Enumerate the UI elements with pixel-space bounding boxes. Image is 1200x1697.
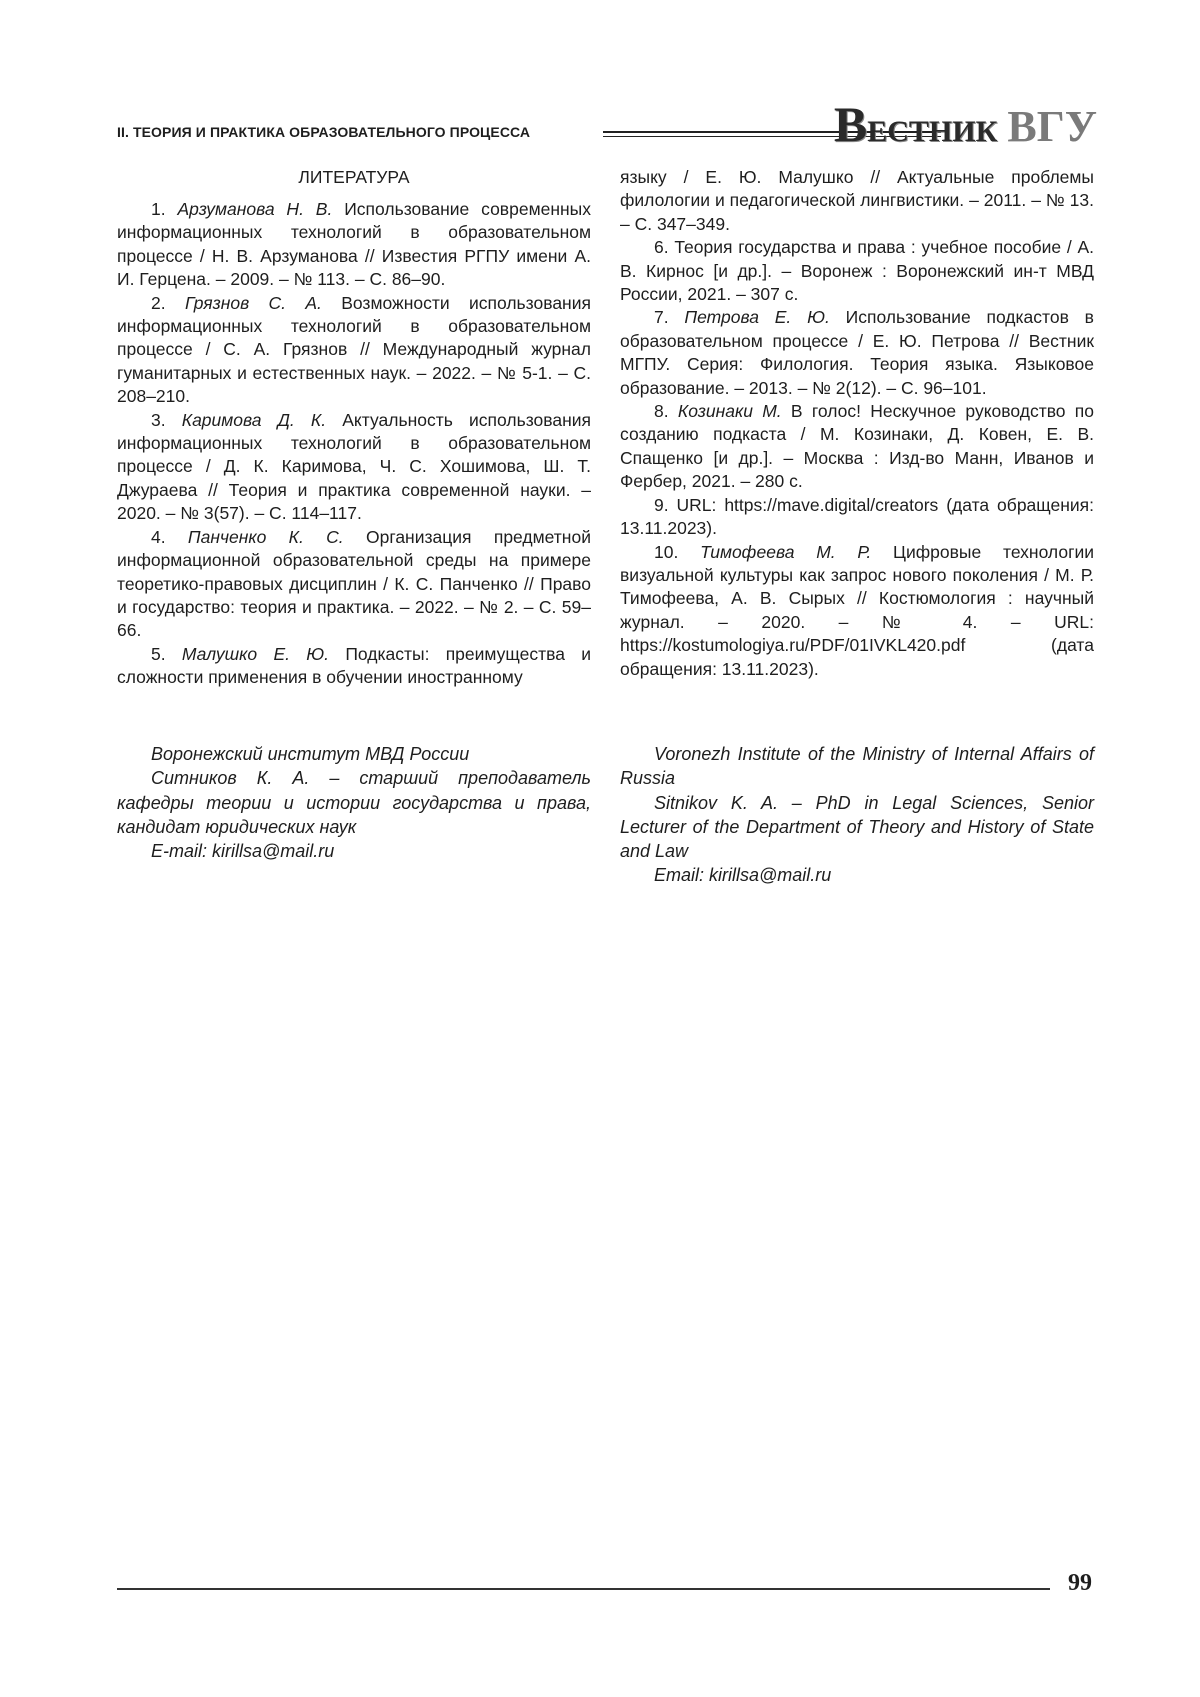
section-title: II. ТЕОРИЯ И ПРАКТИКА ОБРАЗОВАТЕЛЬНОГО ПРОЦЕССА: [117, 124, 530, 140]
reference-item: [620, 236, 1094, 306]
ref-text: Возможности использования информационных технологий в образовательном процессе / С. А. Грязнов // Международный журнал гуманитарных и естественных наук. – 2022. – № 5-1. – С. 208–210.: [117, 293, 591, 407]
affiliation-author: Ситников К. А. – старший преподаватель кафедры теории и истории государства и права, кандидат юридических наук: [117, 766, 591, 839]
reference-item: [117, 292, 591, 409]
ref-number: 6.: [654, 237, 669, 257]
ref-author: Тимофеева М. Р.: [700, 542, 871, 562]
ref-author: Грязнов С. А.: [185, 293, 322, 313]
literature-heading: ЛИТЕРАТУРА: [117, 166, 591, 189]
ref-text: Актуальность использования информационных технологий в образовательном процессе / Д. К. Каримова, Ч. С. Хошимова, Ш. Т. Джураева // Теория и практика современной науки. – 2020. – № 3(57). – С. 114–117.: [117, 410, 591, 524]
ref-text: Использование подкастов в образовательном процессе / Е. Ю. Петрова // Вестник МГПУ. Серия: Филология. Теория языка. Языковое образование. – 2013. – № 2(12). – С. 96–101.: [620, 307, 1094, 397]
running-header: [117, 100, 1097, 148]
ref-number: 3.: [151, 410, 166, 430]
affiliation-institute: Voronezh Institute of the Ministry of Internal Affairs of Russia: [620, 742, 1094, 791]
affiliation-email: Email: kirillsa@mail.ru: [620, 863, 1094, 887]
affiliation-english: [620, 742, 1094, 888]
ref-text: Использование современных информационных технологий в образовательном процессе / Н. В. Арзуманова // Известия РГПУ имени А. И. Герцена. – 2009. – № 113. – С. 86–90.: [117, 199, 591, 289]
ref-number: 1.: [151, 199, 166, 219]
ref-text: В голос! Нескучное руководство по созданию подкаста / М. Козинаки, Д. Ковен, Е. В. Спащенко [и др.]. – Москва : Изд-во Манн, Иванов и Фербер, 2021. – 280 с.: [620, 401, 1094, 491]
journal-logo: [834, 100, 1097, 156]
affiliation-author: Sitnikov K. A. – PhD in Legal Sciences, Senior Lecturer of the Department of Theory and History of State and Law: [620, 791, 1094, 864]
ref-text: Теория государства и права : учебное пособие / А. В. Кирнос [и др.]. – Воронеж : Воронежский ин-т МВД России, 2021. – 307 с.: [620, 237, 1094, 304]
ref-text: Цифровые технологии визуальной культуры как запрос нового поколения / М. Р. Тимофеева, А. В. Сырых // Костюмология : научный журнал. – 2020. – № 4. – URL: https://kostumologiya.ru/PDF/01IVKL420.pdf (дата обращения: 13.11.2023).: [620, 542, 1094, 679]
ref-author: Панченко К. С.: [188, 527, 344, 547]
ref-number: 5.: [151, 644, 166, 664]
reference-item: [117, 409, 591, 526]
journal-logo-text: ВЕСТНИК ВГУ: [834, 105, 1097, 150]
reference-item: [620, 494, 1094, 541]
ref-number: 8.: [654, 401, 669, 421]
ref-number: 4.: [151, 527, 166, 547]
ref-number: 10.: [654, 542, 678, 562]
references-column-left: [117, 166, 591, 690]
ref-author: Арзуманова Н. В.: [177, 199, 332, 219]
ref-author: Козинаки М.: [678, 401, 782, 421]
affiliation-institute: Воронежский институт МВД России: [117, 742, 591, 766]
ref-text: языку / Е. Ю. Малушко // Актуальные проблемы филологии и педагогической лингвистики. – 2011. – № 13. – С. 347–349.: [620, 167, 1094, 234]
reference-item: [620, 306, 1094, 400]
reference-item: [117, 526, 591, 643]
ref-number: 9.: [654, 495, 669, 515]
ref-author: Малушко Е. Ю.: [182, 644, 329, 664]
reference-item: [117, 643, 591, 690]
reference-item: [620, 541, 1094, 681]
ref-author: Каримова Д. К.: [182, 410, 326, 430]
ref-number: 7.: [654, 307, 669, 327]
affiliation-russian: [117, 742, 591, 863]
ref-text: Подкасты: преимущества и сложности применения в обучении иностранному: [117, 644, 591, 687]
footer-rule: [117, 1588, 1050, 1590]
reference-continuation: [620, 166, 1094, 236]
reference-item: [620, 400, 1094, 494]
affiliation-email: E-mail: kirillsa@mail.ru: [117, 839, 591, 863]
reference-item: [117, 198, 591, 292]
ref-number: 2.: [151, 293, 166, 313]
ref-text: Организация предметной информационной образовательной среды на примере теоретико-правовых дисциплин / К. С. Панченко // Право и государство: теория и практика. – 2022. – № 2. – С. 59–66.: [117, 527, 591, 641]
page-number: 99: [1068, 1570, 1092, 1597]
ref-text: URL: https://mave.digital/creators (дата обращения: 13.11.2023).: [620, 495, 1094, 538]
ref-author: Петрова Е. Ю.: [684, 307, 829, 327]
references-column-right: [620, 166, 1094, 681]
